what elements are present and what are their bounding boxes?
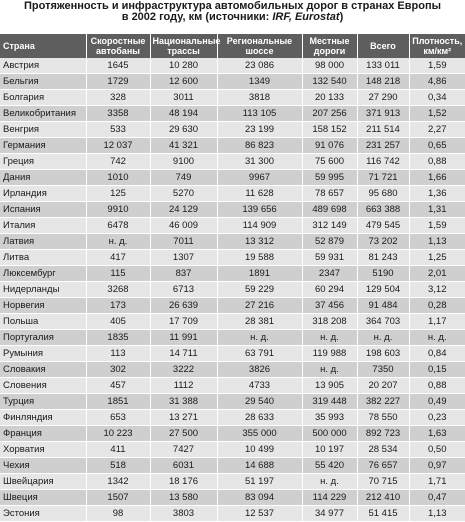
table-row	[0, 298, 465, 314]
table-row	[0, 314, 465, 330]
cell-motorways: 1729	[86, 74, 150, 90]
header-text: Скоростные	[90, 36, 146, 46]
cell-motorways: 9910	[86, 202, 150, 218]
table-row	[0, 202, 465, 218]
table-row	[0, 282, 465, 298]
cell-motorways: 328	[86, 90, 150, 106]
cell-regional-roads: 28 633	[217, 410, 302, 426]
cell-total: 892 723	[357, 426, 409, 442]
cell-national-roads: 27 500	[150, 426, 217, 442]
cell-motorways: 98	[86, 506, 150, 522]
cell-regional-roads: 59 229	[217, 282, 302, 298]
cell-density: 0,28	[409, 298, 465, 314]
table-row	[0, 362, 465, 378]
cell-density: 1,59	[409, 58, 465, 74]
cell-country: Хорватия	[0, 442, 86, 458]
cell-local-roads: 318 208	[302, 314, 357, 330]
cell-total: 7350	[357, 362, 409, 378]
cell-total: 70 715	[357, 474, 409, 490]
cell-regional-roads: н. д.	[217, 330, 302, 346]
table-row	[0, 122, 465, 138]
cell-regional-roads: 113 105	[217, 106, 302, 122]
cell-local-roads: 119 988	[302, 346, 357, 362]
cell-motorways: 742	[86, 154, 150, 170]
table-header	[0, 34, 465, 58]
table-title	[0, 0, 465, 34]
cell-country: Румыния	[0, 346, 86, 362]
cell-density: 1,63	[409, 426, 465, 442]
header-text: трассы	[167, 46, 200, 56]
cell-total: 91 484	[357, 298, 409, 314]
cell-total: 78 550	[357, 410, 409, 426]
cell-regional-roads: 114 909	[217, 218, 302, 234]
cell-country: Чехия	[0, 458, 86, 474]
cell-motorways: 1851	[86, 394, 150, 410]
cell-motorways: 405	[86, 314, 150, 330]
header-text: шоссе	[245, 46, 274, 56]
cell-regional-roads: 13 312	[217, 234, 302, 250]
header-text: км/км²	[423, 46, 452, 56]
cell-local-roads: 20 133	[302, 90, 357, 106]
cell-density: 1,71	[409, 474, 465, 490]
header-text: дороги	[313, 46, 346, 56]
cell-motorways: 533	[86, 122, 150, 138]
cell-national-roads: 13 271	[150, 410, 217, 426]
cell-country: Норвегия	[0, 298, 86, 314]
cell-national-roads: 5270	[150, 186, 217, 202]
table-row	[0, 90, 465, 106]
cell-national-roads: 18 176	[150, 474, 217, 490]
cell-local-roads: 35 993	[302, 410, 357, 426]
cell-local-roads: 78 657	[302, 186, 357, 202]
cell-regional-roads: 139 656	[217, 202, 302, 218]
cell-national-roads: 29 630	[150, 122, 217, 138]
cell-total: 81 243	[357, 250, 409, 266]
table-row	[0, 458, 465, 474]
header-text: Местные	[309, 36, 350, 46]
cell-country: Венгрия	[0, 122, 86, 138]
cell-density: 0,34	[409, 90, 465, 106]
cell-regional-roads: 86 823	[217, 138, 302, 154]
cell-national-roads: 13 580	[150, 490, 217, 506]
cell-local-roads: 13 905	[302, 378, 357, 394]
cell-total: 116 742	[357, 154, 409, 170]
cell-density: 0,65	[409, 138, 465, 154]
cell-local-roads: 489 698	[302, 202, 357, 218]
cell-regional-roads: 10 499	[217, 442, 302, 458]
cell-country: Болгария	[0, 90, 86, 106]
header-text: Региональные	[226, 36, 293, 46]
cell-regional-roads: 27 216	[217, 298, 302, 314]
cell-density: 0,23	[409, 410, 465, 426]
table-row	[0, 490, 465, 506]
table-row	[0, 58, 465, 74]
title-sources: IRF, Eurostat	[272, 11, 340, 23]
cell-density: 1,25	[409, 250, 465, 266]
cell-local-roads: 34 977	[302, 506, 357, 522]
cell-total: 76 657	[357, 458, 409, 474]
cell-national-roads: 6713	[150, 282, 217, 298]
cell-regional-roads: 3818	[217, 90, 302, 106]
cell-density: 1,17	[409, 314, 465, 330]
cell-local-roads: 114 229	[302, 490, 357, 506]
cell-motorways: 411	[86, 442, 150, 458]
cell-country: Латвия	[0, 234, 86, 250]
cell-regional-roads: 4733	[217, 378, 302, 394]
cell-national-roads: 6031	[150, 458, 217, 474]
table-row	[0, 426, 465, 442]
cell-regional-roads: 31 300	[217, 154, 302, 170]
title-line-2-text: в 2002 году, км (источники:	[121, 11, 273, 23]
table-row	[0, 378, 465, 394]
cell-country: Финляндия	[0, 410, 86, 426]
cell-total: 212 410	[357, 490, 409, 506]
cell-total: 198 603	[357, 346, 409, 362]
cell-total: 129 504	[357, 282, 409, 298]
cell-local-roads: 59 995	[302, 170, 357, 186]
cell-country: Эстония	[0, 506, 86, 522]
table-row	[0, 266, 465, 282]
cell-local-roads: 55 420	[302, 458, 357, 474]
cell-density: 0,15	[409, 362, 465, 378]
cell-regional-roads: 28 381	[217, 314, 302, 330]
title-line-1: Протяженность и инфраструктура автомобильных дорог в странах Европы	[24, 0, 441, 12]
table-row	[0, 154, 465, 170]
cell-density: 1,13	[409, 506, 465, 522]
table-row	[0, 410, 465, 426]
cell-national-roads: 7427	[150, 442, 217, 458]
cell-regional-roads: 83 094	[217, 490, 302, 506]
cell-density: 0,47	[409, 490, 465, 506]
cell-country: Дания	[0, 170, 86, 186]
table-row	[0, 106, 465, 122]
cell-regional-roads: 29 540	[217, 394, 302, 410]
table-row	[0, 474, 465, 490]
cell-total: 51 415	[357, 506, 409, 522]
cell-motorways: 1342	[86, 474, 150, 490]
header-text: автобаны	[96, 46, 140, 56]
cell-motorways: 653	[86, 410, 150, 426]
cell-country: Швейцария	[0, 474, 86, 490]
cell-regional-roads: 12 537	[217, 506, 302, 522]
cell-density: 0,88	[409, 378, 465, 394]
cell-total: 211 514	[357, 122, 409, 138]
cell-local-roads: 98 000	[302, 58, 357, 74]
cell-regional-roads: 11 628	[217, 186, 302, 202]
cell-total: 20 207	[357, 378, 409, 394]
table-body	[0, 58, 465, 522]
cell-local-roads: 91 076	[302, 138, 357, 154]
cell-density: 2,01	[409, 266, 465, 282]
cell-local-roads: 158 152	[302, 122, 357, 138]
table-row	[0, 394, 465, 410]
cell-national-roads: 46 009	[150, 218, 217, 234]
cell-regional-roads: 9967	[217, 170, 302, 186]
header-country	[0, 34, 86, 58]
cell-country: Португалия	[0, 330, 86, 346]
cell-motorways: 518	[86, 458, 150, 474]
cell-national-roads: 3803	[150, 506, 217, 522]
cell-country: Италия	[0, 218, 86, 234]
cell-density: 1,31	[409, 202, 465, 218]
cell-national-roads: 10 280	[150, 58, 217, 74]
cell-local-roads: 207 256	[302, 106, 357, 122]
header-national-roads	[150, 34, 221, 58]
cell-regional-roads: 63 791	[217, 346, 302, 362]
cell-motorways: 3358	[86, 106, 150, 122]
cell-total: 5190	[357, 266, 409, 282]
cell-country: Великобритания	[0, 106, 86, 122]
cell-national-roads: 41 321	[150, 138, 217, 154]
cell-density: 2,27	[409, 122, 465, 138]
cell-total: 148 218	[357, 74, 409, 90]
cell-density: 0,88	[409, 154, 465, 170]
cell-total: 71 721	[357, 170, 409, 186]
cell-total: 663 388	[357, 202, 409, 218]
cell-local-roads: 59 931	[302, 250, 357, 266]
cell-country: Бельгия	[0, 74, 86, 90]
cell-total: 231 257	[357, 138, 409, 154]
header-text: Национальные	[152, 36, 221, 46]
cell-national-roads: 7011	[150, 234, 217, 250]
cell-total: 73 202	[357, 234, 409, 250]
table-row	[0, 442, 465, 458]
cell-national-roads: 48 194	[150, 106, 217, 122]
cell-local-roads: 60 294	[302, 282, 357, 298]
cell-country: Германия	[0, 138, 86, 154]
cell-density: 1,66	[409, 170, 465, 186]
cell-motorways: н. д.	[86, 234, 150, 250]
cell-local-roads: 2347	[302, 266, 357, 282]
cell-regional-roads: 51 197	[217, 474, 302, 490]
cell-country: Люксембург	[0, 266, 86, 282]
cell-motorways: 12 037	[86, 138, 150, 154]
cell-density: 0,50	[409, 442, 465, 458]
cell-country: Франция	[0, 426, 86, 442]
cell-total: 364 703	[357, 314, 409, 330]
cell-local-roads: н. д.	[302, 474, 357, 490]
roads-table	[0, 34, 465, 522]
cell-motorways: 1835	[86, 330, 150, 346]
header-row	[0, 34, 465, 58]
cell-local-roads: 37 456	[302, 298, 357, 314]
cell-national-roads: 1112	[150, 378, 217, 394]
cell-country: Ирландия	[0, 186, 86, 202]
cell-local-roads: н. д.	[302, 362, 357, 378]
cell-local-roads: 312 149	[302, 218, 357, 234]
header-motorways	[86, 34, 150, 58]
cell-country: Словения	[0, 378, 86, 394]
cell-density: 4,86	[409, 74, 465, 90]
cell-local-roads: 52 879	[302, 234, 357, 250]
cell-density: 1,13	[409, 234, 465, 250]
cell-national-roads: 24 129	[150, 202, 217, 218]
cell-country: Турция	[0, 394, 86, 410]
table-row	[0, 218, 465, 234]
title-line-2	[0, 12, 465, 23]
cell-motorways: 1507	[86, 490, 150, 506]
cell-local-roads: 500 000	[302, 426, 357, 442]
cell-regional-roads: 3826	[217, 362, 302, 378]
cell-density: 1,52	[409, 106, 465, 122]
cell-country: Австрия	[0, 58, 86, 74]
table-row	[0, 330, 465, 346]
cell-motorways: 125	[86, 186, 150, 202]
cell-national-roads: 17 709	[150, 314, 217, 330]
table-row	[0, 138, 465, 154]
cell-total: 479 545	[357, 218, 409, 234]
cell-national-roads: 3011	[150, 90, 217, 106]
cell-density: 0,49	[409, 394, 465, 410]
cell-national-roads: 14 711	[150, 346, 217, 362]
cell-country: Литва	[0, 250, 86, 266]
cell-national-roads: 12 600	[150, 74, 217, 90]
cell-density: 1,36	[409, 186, 465, 202]
cell-local-roads: 132 540	[302, 74, 357, 90]
cell-motorways: 6478	[86, 218, 150, 234]
table-row	[0, 170, 465, 186]
cell-local-roads: н. д.	[302, 330, 357, 346]
cell-regional-roads: 1891	[217, 266, 302, 282]
cell-national-roads: 11 991	[150, 330, 217, 346]
cell-motorways: 113	[86, 346, 150, 362]
cell-local-roads: 10 197	[302, 442, 357, 458]
cell-country: Нидерланды	[0, 282, 86, 298]
cell-total: 95 680	[357, 186, 409, 202]
title-line-2-end: )	[339, 11, 344, 23]
cell-motorways: 457	[86, 378, 150, 394]
header-text: Всего	[370, 41, 396, 51]
cell-regional-roads: 19 588	[217, 250, 302, 266]
cell-country: Испания	[0, 202, 86, 218]
cell-density: 0,84	[409, 346, 465, 362]
header-text: Плотность,	[412, 36, 463, 46]
cell-national-roads: 1307	[150, 250, 217, 266]
table-row	[0, 346, 465, 362]
table-row	[0, 506, 465, 522]
header-regional-roads	[217, 34, 302, 58]
cell-country: Греция	[0, 154, 86, 170]
cell-total: 382 227	[357, 394, 409, 410]
cell-total: 27 290	[357, 90, 409, 106]
cell-density: 3,12	[409, 282, 465, 298]
cell-motorways: 115	[86, 266, 150, 282]
table-row	[0, 250, 465, 266]
cell-national-roads: 9100	[150, 154, 217, 170]
cell-country: Словакия	[0, 362, 86, 378]
cell-density: 0,97	[409, 458, 465, 474]
cell-density: 1,59	[409, 218, 465, 234]
cell-local-roads: 319 448	[302, 394, 357, 410]
cell-local-roads: 75 600	[302, 154, 357, 170]
cell-national-roads: 3222	[150, 362, 217, 378]
table-row	[0, 234, 465, 250]
cell-regional-roads: 355 000	[217, 426, 302, 442]
cell-total: н. д.	[357, 330, 409, 346]
cell-regional-roads: 14 688	[217, 458, 302, 474]
cell-motorways: 417	[86, 250, 150, 266]
cell-motorways: 1010	[86, 170, 150, 186]
cell-country: Швеция	[0, 490, 86, 506]
cell-total: 133 011	[357, 58, 409, 74]
cell-national-roads: 31 388	[150, 394, 217, 410]
cell-motorways: 1645	[86, 58, 150, 74]
cell-motorways: 10 223	[86, 426, 150, 442]
cell-density: н. д.	[409, 330, 465, 346]
cell-national-roads: 26 639	[150, 298, 217, 314]
header-density	[409, 34, 465, 58]
table-row	[0, 74, 465, 90]
cell-motorways: 173	[86, 298, 150, 314]
cell-motorways: 302	[86, 362, 150, 378]
header-total	[357, 34, 409, 58]
header-text: Страна	[3, 41, 35, 51]
cell-motorways: 3268	[86, 282, 150, 298]
cell-country: Польша	[0, 314, 86, 330]
cell-total: 28 534	[357, 442, 409, 458]
cell-regional-roads: 23 199	[217, 122, 302, 138]
cell-total: 371 913	[357, 106, 409, 122]
cell-national-roads: 837	[150, 266, 217, 282]
cell-national-roads: 749	[150, 170, 217, 186]
header-local-roads	[302, 34, 357, 58]
cell-regional-roads: 23 086	[217, 58, 302, 74]
cell-regional-roads: 1349	[217, 74, 302, 90]
table-row	[0, 186, 465, 202]
